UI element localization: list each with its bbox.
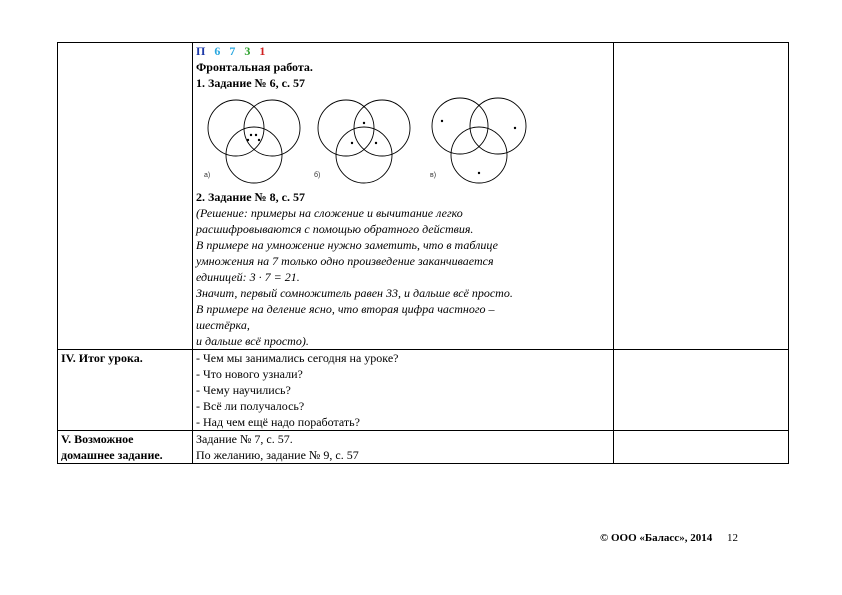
lesson-table (57, 42, 789, 464)
circle-b-2 (354, 100, 410, 156)
diagram-label-b: б) (314, 172, 321, 179)
question-item: - Чем мы занимались сегодня на уроке? (196, 351, 399, 365)
diagram-label-a: а) (204, 172, 211, 179)
stage-label (58, 431, 193, 464)
circle-c-1 (432, 98, 488, 154)
assessment-marks (196, 43, 610, 59)
content-cell (193, 43, 614, 350)
question-item: - Над чем ещё надо поработать? (196, 415, 360, 429)
section-heading: Фронтальная работа. (196, 60, 313, 74)
table-row (58, 350, 789, 431)
circle-b-1 (318, 100, 374, 156)
homework-line: Задание № 7, с. 57. (196, 432, 293, 446)
mark-p: П (196, 44, 207, 58)
mark-3: 3 (244, 44, 252, 58)
solution-line: расшифровываются с помощью обратного действия. (196, 222, 474, 236)
mark-6: 6 (214, 44, 222, 58)
notes-cell (614, 350, 789, 431)
solution-line: В примере на умножение нужно заметить, что в таблице (196, 238, 498, 252)
table-row (58, 43, 789, 350)
solution-line: (Решение: примеры на сложение и вычитание легко (196, 206, 463, 220)
notes-cell (614, 431, 789, 464)
page-footer (600, 532, 738, 544)
circle-c-2 (470, 98, 526, 154)
solution-line: Значит, первый сомножитель равен 33, и дальше всё просто. (196, 286, 513, 300)
circle-c-3 (451, 127, 507, 183)
circle-a-2 (244, 100, 300, 156)
solution-line: умножения на 7 только одно произведение заканчивается (196, 254, 494, 268)
page-number: 12 (726, 532, 738, 544)
circle-b-3 (336, 127, 392, 183)
stage-label-line: V. Возможное (61, 432, 134, 446)
question-item: - Всё ли получалось? (196, 399, 305, 413)
stage-cell (58, 43, 193, 350)
copyright: © ООО «Баласс», 2014 (600, 532, 713, 544)
question-item: - Чему научились? (196, 383, 291, 397)
table-row (58, 431, 789, 464)
summary-questions (193, 350, 614, 431)
circle-a-1 (208, 100, 264, 156)
mark-7: 7 (229, 44, 237, 58)
task-2-title: 2. Задание № 8, с. 57 (196, 190, 305, 204)
notes-cell (614, 43, 789, 350)
circle-a-3 (226, 127, 282, 183)
diagram-label-c: в) (430, 172, 437, 179)
homework-line: По желанию, задание № 9, с. 57 (196, 448, 359, 462)
task-1-title: 1. Задание № 6, с. 57 (196, 76, 305, 90)
question-item: - Что нового узнали? (196, 367, 303, 381)
stage-label-line: домашнее задание. (61, 448, 163, 462)
solution-line: и дальше всё просто). (196, 334, 309, 348)
solution-line: В примере на деление ясно, что вторая цифра частного – (196, 302, 495, 316)
solution-line: единицей: 3 · 7 = 21. (196, 270, 300, 284)
homework-cell (193, 431, 614, 464)
mark-1: 1 (259, 44, 267, 58)
solution-line: шестёрка, (196, 318, 250, 332)
solution-text (196, 205, 610, 349)
stage-label: IV. Итог урока. (58, 350, 193, 431)
venn-diagrams (196, 95, 536, 187)
